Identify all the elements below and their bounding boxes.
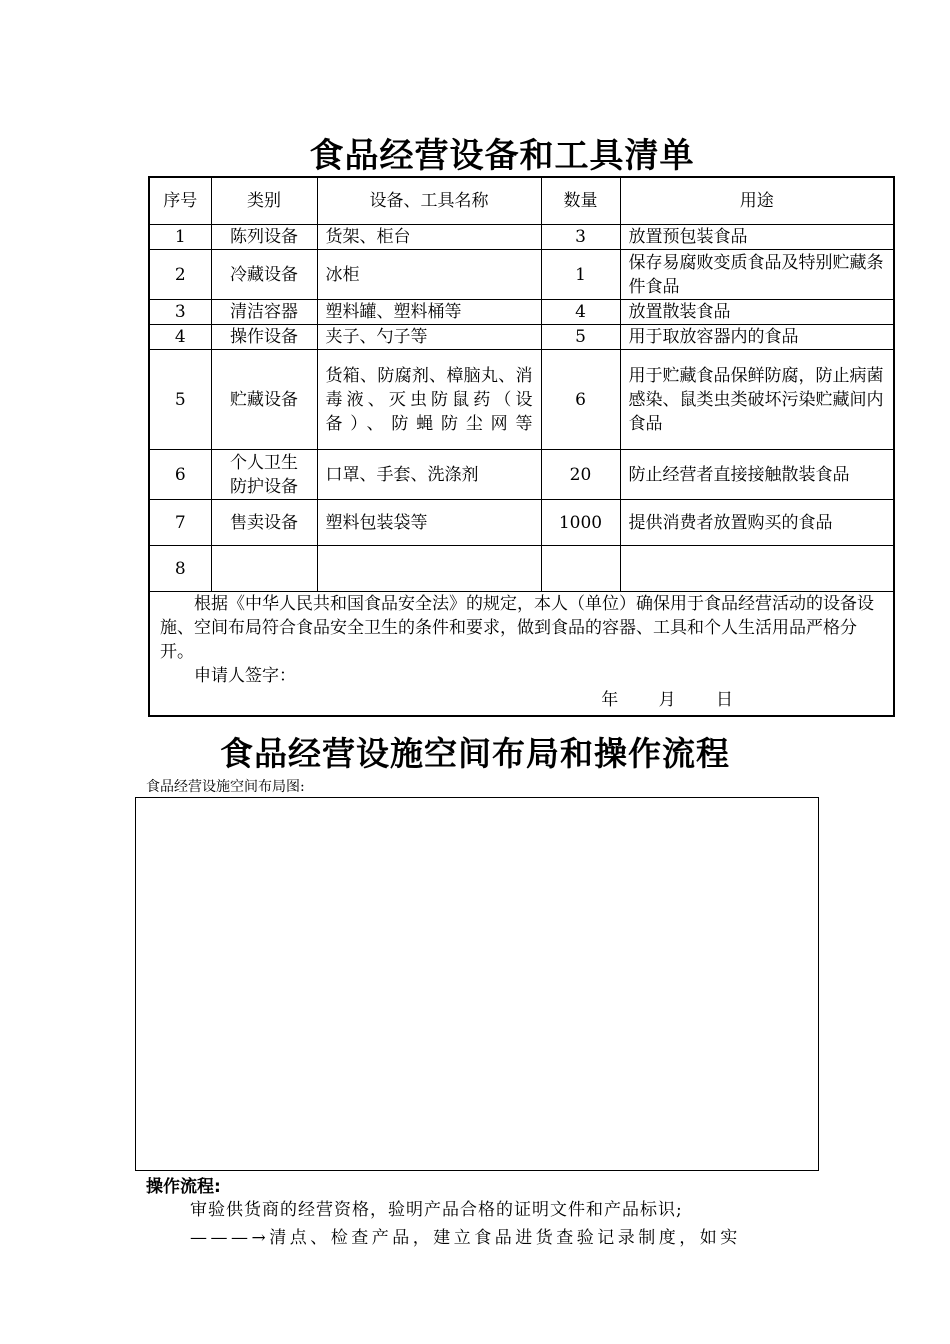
row-no: 3 <box>149 300 211 325</box>
header-name: 设备、工具名称 <box>317 177 541 225</box>
row-qty <box>541 546 620 592</box>
layout-diagram-box <box>135 797 819 1171</box>
layout-diagram-label: 食品经营设施空间布局图: <box>146 779 305 795</box>
row-no: 4 <box>149 325 211 350</box>
table-row <box>149 350 894 450</box>
row-category: 冷藏设备 <box>211 250 317 300</box>
row-use <box>620 546 894 592</box>
row-no: 8 <box>149 546 211 592</box>
date-year: 年 <box>601 690 619 710</box>
row-no: 1 <box>149 225 211 250</box>
table-row <box>149 250 894 300</box>
table-header-row <box>149 177 894 225</box>
date-day: 日 <box>716 690 733 710</box>
process-line-2: ———→清点、检查产品，建立食品进货查验记录制度，如实 <box>190 1228 741 1248</box>
row-name: 冰柜 <box>317 250 541 300</box>
header-qty: 数量 <box>541 177 620 225</box>
date-month: 月 <box>658 690 676 710</box>
row-category <box>211 546 317 592</box>
header-no: 序号 <box>149 177 211 225</box>
row-qty: 20 <box>541 450 620 500</box>
table-row <box>149 450 894 500</box>
row-category: 操作设备 <box>211 325 317 350</box>
process-text <box>146 1196 806 1252</box>
row-name: 夹子、勺子等 <box>317 325 541 350</box>
row-name: 货架、柜台 <box>317 225 541 250</box>
row-use: 用于取放容器内的食品 <box>620 325 894 350</box>
row-name: 货箱、防腐剂、樟脑丸、消毒液、灭虫防鼠药（设备）、防蝇防尘网等 <box>317 350 541 450</box>
declaration-text: 根据《中华人民共和国食品安全法》的规定，本人（单位）确保用于食品经营活动的设备设施、空间布局符合食品安全卫生的条件和要求，做到食品的容器、工具和个人生活用品严格分开。 <box>160 594 874 662</box>
document-title: 食品经营设备和工具清单 <box>309 136 695 176</box>
date-line <box>160 688 883 712</box>
row-use: 保存易腐败变质食品及特别贮藏条件食品 <box>620 250 894 300</box>
row-qty: 1000 <box>541 500 620 546</box>
table-row <box>149 225 894 250</box>
row-category: 清洁容器 <box>211 300 317 325</box>
row-use: 防止经营者直接接触散装食品 <box>620 450 894 500</box>
signature-label: 申请人签字： <box>194 666 296 686</box>
row-use: 提供消费者放置购买的食品 <box>620 500 894 546</box>
row-use: 放置散装食品 <box>620 300 894 325</box>
declaration-row <box>149 592 894 716</box>
row-category: 陈列设备 <box>211 225 317 250</box>
table-row <box>149 546 894 592</box>
row-no: 6 <box>149 450 211 500</box>
row-category: 个人卫生防护设备 <box>211 450 317 500</box>
table-row <box>149 500 894 546</box>
table-row <box>149 300 894 325</box>
row-qty: 1 <box>541 250 620 300</box>
header-category: 类别 <box>211 177 317 225</box>
row-no: 2 <box>149 250 211 300</box>
equipment-table <box>148 176 895 717</box>
row-category: 售卖设备 <box>211 500 317 546</box>
row-use: 用于贮藏食品保鲜防腐，防止病菌感染、鼠类虫类破坏污染贮藏间内食品 <box>620 350 894 450</box>
row-qty: 4 <box>541 300 620 325</box>
row-name: 塑料包装袋等 <box>317 500 541 546</box>
row-category: 贮藏设备 <box>211 350 317 450</box>
row-name: 塑料罐、塑料桶等 <box>317 300 541 325</box>
row-qty: 3 <box>541 225 620 250</box>
row-name: 口罩、手套、洗涤剂 <box>317 450 541 500</box>
layout-section-title: 食品经营设施空间布局和操作流程 <box>220 734 730 773</box>
row-no: 7 <box>149 500 211 546</box>
row-use: 放置预包装食品 <box>620 225 894 250</box>
row-no: 5 <box>149 350 211 450</box>
process-label: 操作流程: <box>146 1177 221 1197</box>
row-qty: 5 <box>541 325 620 350</box>
row-name <box>317 546 541 592</box>
table-row <box>149 325 894 350</box>
header-use: 用途 <box>620 177 894 225</box>
declaration-cell <box>149 592 894 716</box>
process-line-1: 审验供货商的经营资格，验明产品合格的证明文件和产品标识; <box>190 1200 683 1220</box>
row-qty: 6 <box>541 350 620 450</box>
